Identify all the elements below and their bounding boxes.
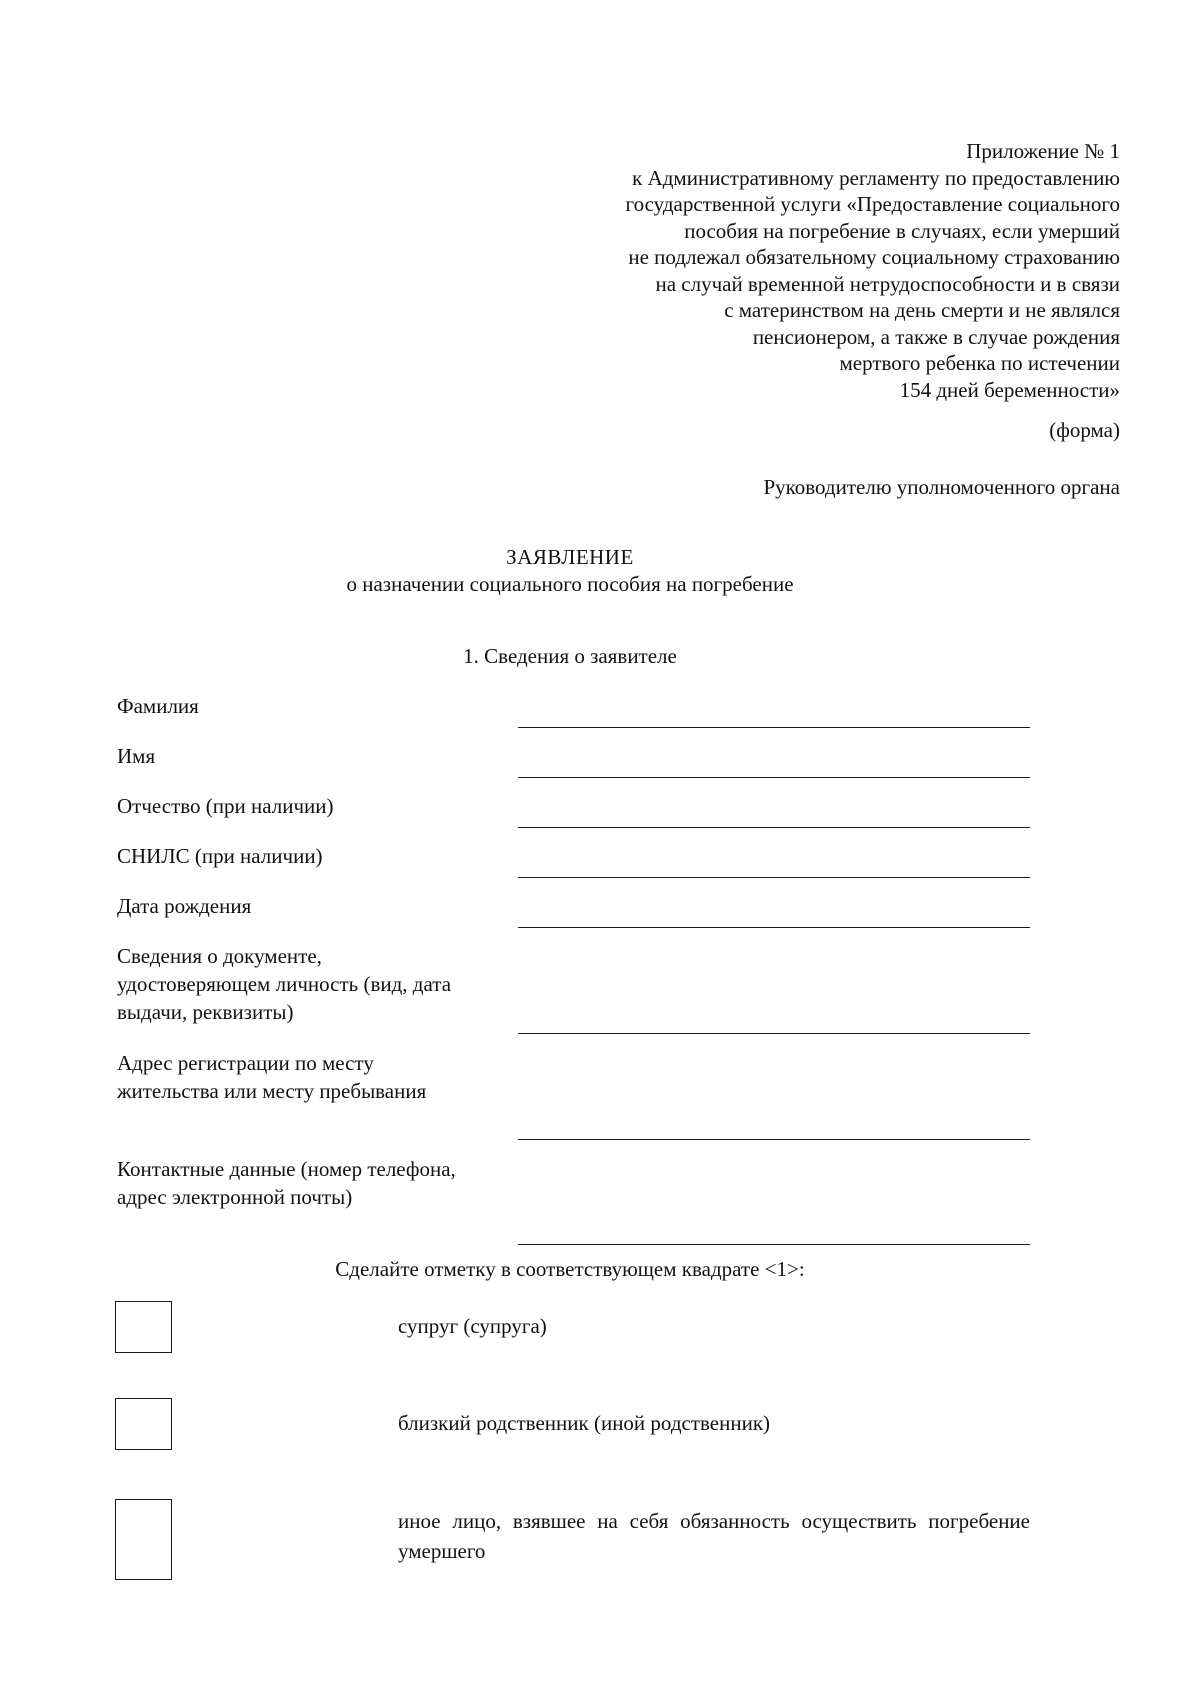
option-label-other-person: иное лицо, взявшее на себя обязанность осуществить погребение умершего — [398, 1509, 1030, 1563]
checkbox-spouse[interactable] — [115, 1301, 172, 1353]
field-label-patronymic: Отчество (при наличии) — [117, 794, 334, 818]
field-input-contacts[interactable] — [518, 1244, 1030, 1245]
field-input-registration-address[interactable] — [518, 1139, 1030, 1140]
mark-instruction: Сделайте отметку в соответствующем квадрате <1>: — [335, 1257, 805, 1281]
appendix-line: пенсионером, а также в случае рождения — [752, 324, 1120, 349]
option-label-spouse: супруг (супруга) — [398, 1314, 547, 1338]
appendix-header — [520, 138, 1120, 403]
field-input-identity-document[interactable] — [518, 1033, 1030, 1034]
checkbox-relative[interactable] — [115, 1398, 172, 1450]
field-label-snils: СНИЛС (при наличии) — [117, 844, 323, 868]
appendix-line: не подлежал обязательному социальному страхованию — [628, 245, 1120, 269]
field-label-surname: Фамилия — [117, 694, 199, 718]
field-label-registration-address: Адрес регистрации по месту жительства или месту пребывания — [117, 1051, 427, 1103]
field-label-birthdate: Дата рождения — [117, 894, 252, 918]
option-label-relative: близкий родственник (иной родственник) — [398, 1411, 771, 1435]
appendix-line: с материнством на день смерти и не являлся — [724, 298, 1120, 322]
appendix-line: государственной услуги «Предоставление социального — [625, 192, 1120, 216]
appendix-line: на случай временной нетрудоспособности и в связи — [655, 271, 1120, 296]
section-title: 1. Сведения о заявителе — [463, 644, 677, 668]
appendix-line: Приложение № 1 — [966, 139, 1120, 163]
field-label-identity-document: Сведения о документе, удостоверяющем личность (вид, дата выдачи, реквизиты) — [117, 944, 452, 1024]
checkbox-other-person[interactable] — [115, 1499, 172, 1580]
field-label-contacts: Контактные данные (номер телефона, адрес электронной почты) — [117, 1157, 456, 1209]
addressee: Руководителю уполномоченного органа — [763, 475, 1120, 499]
field-input-surname[interactable] — [518, 727, 1030, 728]
field-input-snils[interactable] — [518, 877, 1030, 878]
document-subtitle: о назначении социального пособия на погребение — [346, 572, 794, 596]
appendix-line: пособия на погребение в случаях, если умерший — [684, 218, 1120, 243]
field-input-name[interactable] — [518, 777, 1030, 778]
appendix-line: мертвого ребенка по истечении — [839, 351, 1120, 375]
appendix-line: 154 дней беременности» — [899, 377, 1120, 402]
appendix-line: к Административному регламенту по предоставлению — [632, 165, 1120, 190]
document-title: ЗАЯВЛЕНИЕ — [506, 545, 634, 569]
field-input-birthdate[interactable] — [518, 927, 1030, 928]
field-input-patronymic[interactable] — [518, 827, 1030, 828]
form-label: (форма) — [1049, 418, 1120, 442]
field-label-name: Имя — [117, 744, 156, 768]
